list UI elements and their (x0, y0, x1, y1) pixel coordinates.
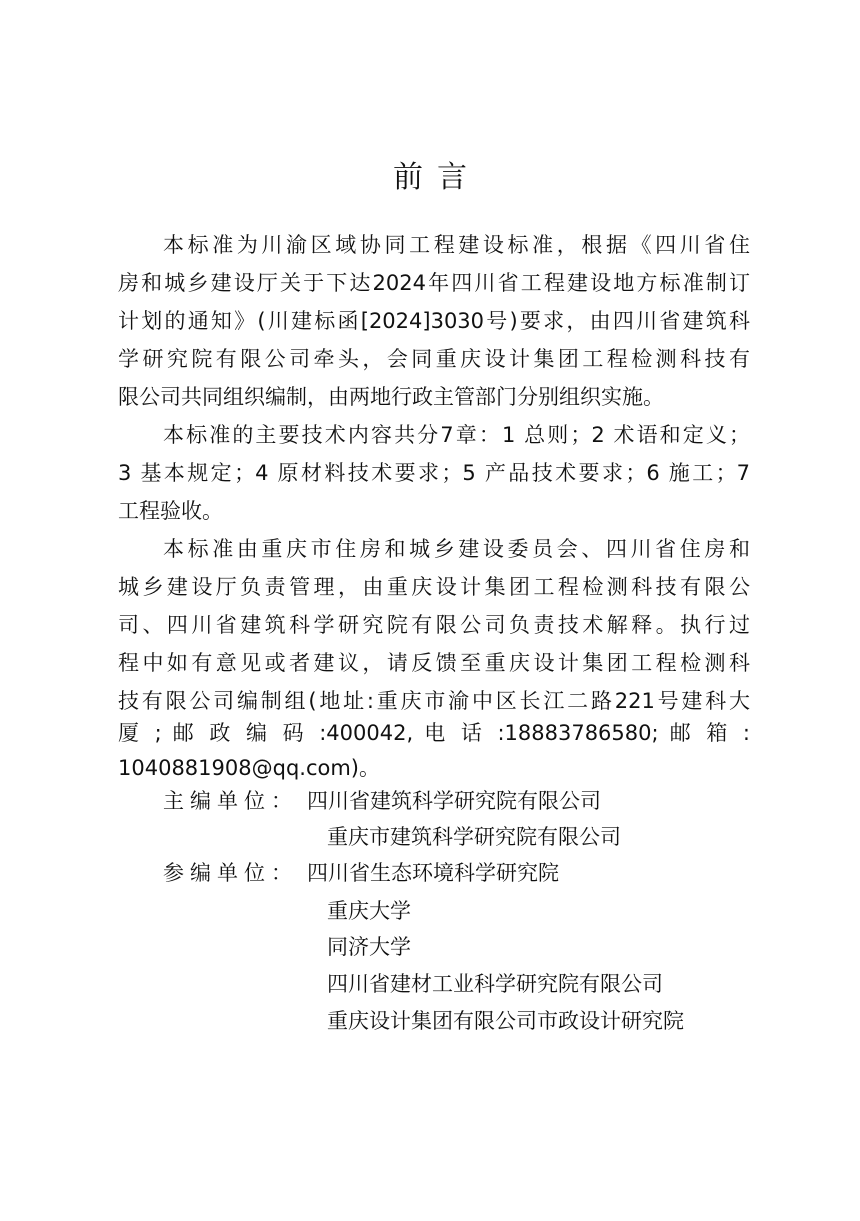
paragraph-1-line: 房和城乡建设厅关于下达2024年四川省工程建设地方标准制订 (118, 271, 750, 295)
chief-unit-item: 四川省建筑科学研究院有限公司 (307, 789, 601, 813)
paragraph-1-line: 学研究院有限公司牵头，会同重庆设计集团工程检测科技有 (118, 347, 750, 371)
paragraph-3-line: 厦 ; 邮 政 编 码 :400042, 电 话 :18883786580; 邮 箱 : (118, 721, 750, 745)
chief-unit-item: 重庆市建筑科学研究院有限公司 (327, 825, 621, 849)
paragraph-3-line: 技有限公司编制组(地址:重庆市渝中区长江二路221号建科大 (118, 689, 750, 713)
paragraph-3-line: 司、四川省建筑科学研究院有限公司负责技术解释。执行过 (118, 613, 750, 637)
page-title: 前言 (393, 160, 481, 195)
paragraph-1-line: 计划的通知》(川建标函[2024]3030号)要求，由四川省建筑科 (118, 309, 750, 333)
paragraph-2-line: 本标准的主要技术内容共分7章：1 总则；2 术语和定义； (163, 423, 750, 447)
participating-unit-item: 同济大学 (327, 935, 411, 959)
paragraph-1-line: 限公司共同组织编制，由两地行政主管部门分别组织实施。 (118, 385, 664, 409)
paragraph-1-line: 本标准为川渝区域协同工程建设标准，根据《四川省住 (163, 233, 750, 257)
paragraph-3-line: 程中如有意见或者建议，请反馈至重庆设计集团工程检测科 (118, 651, 750, 675)
paragraph-2-line: 3 基本规定；4 原材料技术要求；5 产品技术要求；6 施工；7 (118, 461, 750, 485)
participating-unit-item: 重庆设计集团有限公司市政设计研究院 (327, 1009, 684, 1033)
paragraph-3-line: 城乡建设厅负责管理，由重庆设计集团工程检测科技有限公 (118, 575, 750, 599)
participating-unit-item: 四川省生态环境科学研究院 (307, 861, 559, 885)
participating-unit-item: 四川省建材工业科学研究院有限公司 (327, 972, 663, 996)
paragraph-2-line: 工程验收。 (118, 499, 223, 523)
paragraph-3-line: 本标准由重庆市住房和城乡建设委员会、四川省住房和 (163, 537, 750, 561)
chief-units-label: 主编单位： (163, 789, 298, 813)
participating-units-label: 参编单位： (163, 861, 298, 885)
paragraph-3-line: 1040881908@qq.com)。 (118, 756, 380, 780)
participating-unit-item: 重庆大学 (327, 899, 411, 923)
